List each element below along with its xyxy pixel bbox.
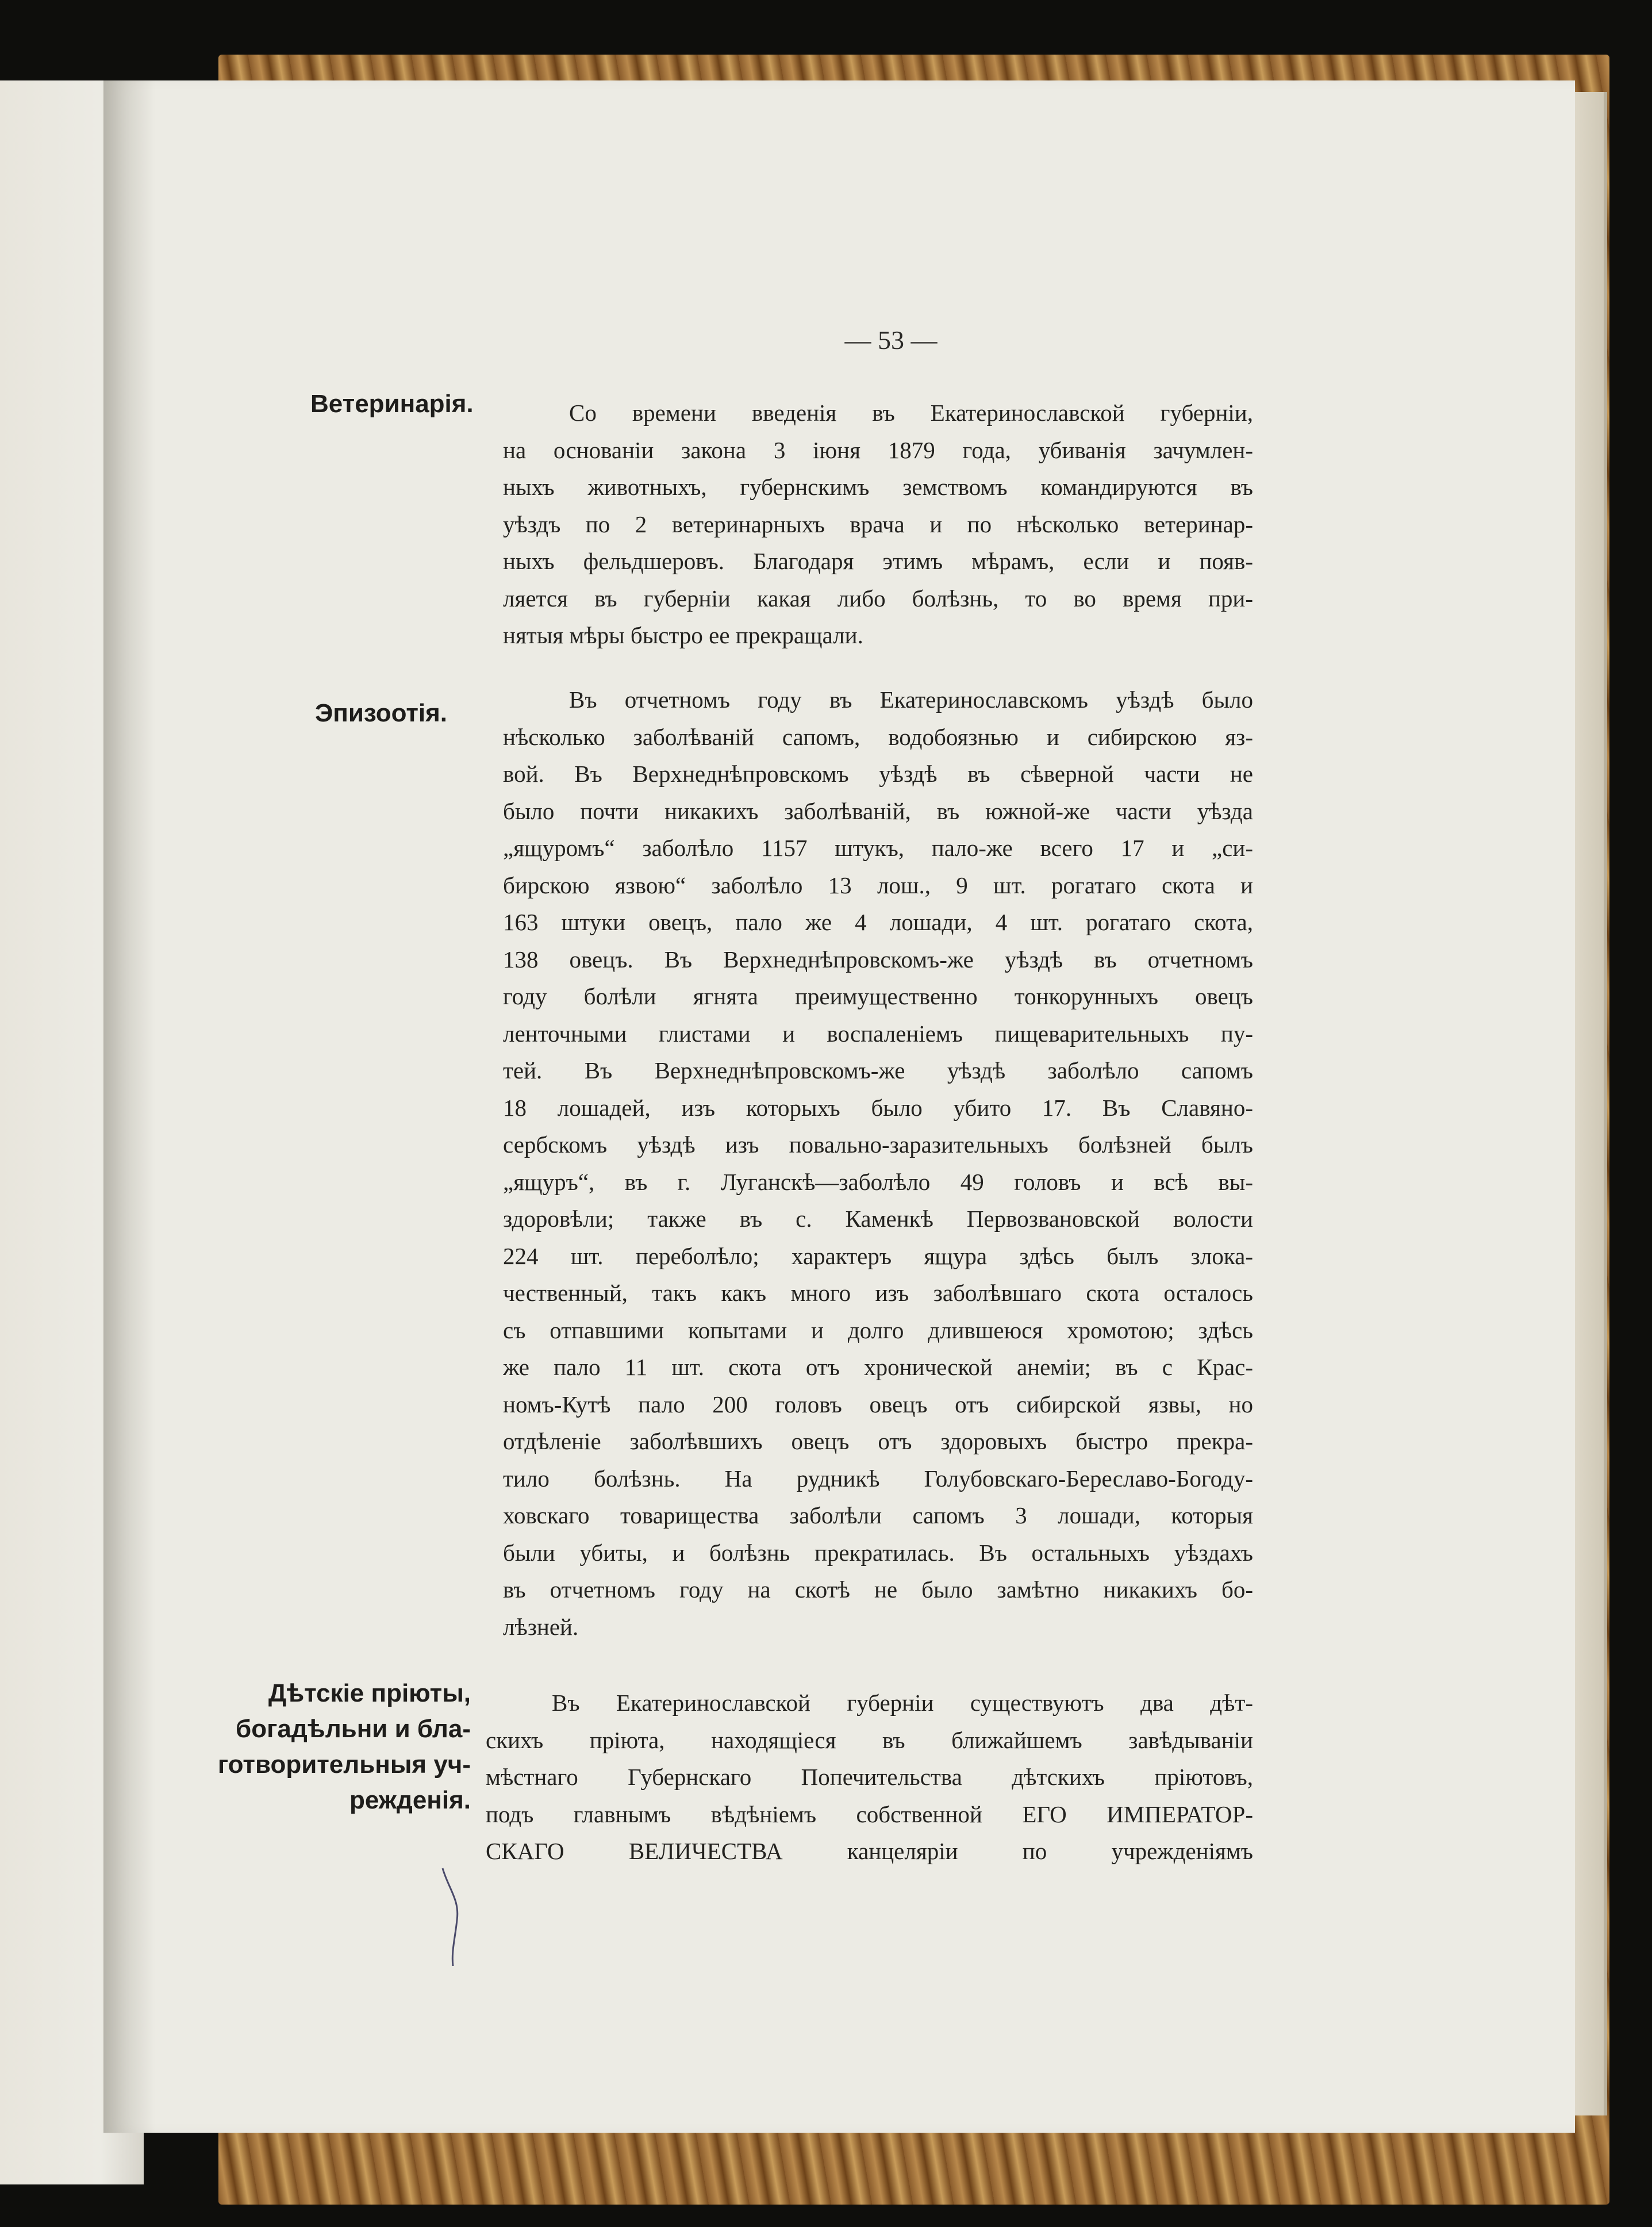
- text-line: Въ отчетномъ году въ Екатеринославскомъ уѣздѣ было: [569, 686, 1253, 713]
- text-line: ховскаго товарищества заболѣли сапомъ 3 лошади, которыя: [503, 1502, 1253, 1529]
- text-line: было почти никакихъ заболѣваній, въ южной-же части уѣзда: [503, 797, 1253, 824]
- text-line: СКАГО ВЕЛИЧЕСТВА канцеляріи по учрежденіямъ: [486, 1838, 1253, 1864]
- text-line: Въ Екатеринославской губерніи существуютъ два дѣт-: [552, 1690, 1253, 1716]
- text-line: на основаніи закона 3 іюня 1879 года, убиванія зачумлен-: [503, 436, 1253, 463]
- text-line: бирскою язвою“ заболѣло 13 лош., 9 шт. рогатаго скота и: [503, 871, 1253, 899]
- text-line: тило болѣзнь. На рудникѣ Голубовскаго-Береславо-Богоду-: [503, 1465, 1253, 1492]
- text-line: въ отчетномъ году на скотѣ не было замѣтно никакихъ бо-: [503, 1576, 1253, 1603]
- gutter-shadow: [103, 80, 155, 2133]
- paragraph-epizootic: [503, 681, 1253, 1645]
- text-line: скихъ пріюта, находящіеся въ ближайшемъ завѣдываніи: [486, 1726, 1253, 1753]
- text-line: были убиты, и болѣзнь прекратилась. Въ остальныхъ уѣздахъ: [503, 1539, 1253, 1566]
- margin-heading-veterinary: Ветеринарія.: [310, 390, 474, 418]
- text-line: 138 овецъ. Въ Верхнеднѣпровскомъ-же уѣздѣ въ отчетномъ: [503, 946, 1253, 973]
- margin-heading-orphanages: [218, 1676, 471, 1818]
- text-line: ленточными глистами и воспаленіемъ пищеварительныхъ пу-: [503, 1020, 1253, 1047]
- margin-heading-line: готворительныя уч-: [217, 1750, 471, 1779]
- text-line: „ящуромъ“ заболѣло 1157 штукъ, пало-же всего 17 и „си-: [503, 835, 1253, 861]
- page-number: — 53 —: [844, 325, 938, 355]
- text-line: ныхъ животныхъ, губернскимъ земствомъ командируются въ: [503, 474, 1253, 500]
- text-line: сербскомъ уѣздѣ изъ повально-заразительныхъ болѣзней былъ: [503, 1131, 1253, 1158]
- margin-heading-line: богадѣльни и бла-: [236, 1715, 471, 1743]
- paragraph-veterinary: [503, 394, 1253, 654]
- margin-heading-line: режденія.: [349, 1786, 471, 1814]
- pencil-mark-icon: [437, 1865, 471, 1969]
- text-line: году болѣли ягнята преимущественно тонкорунныхъ овецъ: [503, 983, 1253, 1009]
- margin-heading-epizootic: Эпизоотія.: [315, 699, 448, 727]
- margin-heading-line: Дѣтскіе пріюты,: [268, 1679, 471, 1707]
- text-line: 18 лошадей, изъ которыхъ было убито 17. Въ Славяно-: [503, 1094, 1253, 1121]
- text-line: номъ-Кутѣ пало 200 головъ овецъ отъ сибирской язвы, но: [503, 1391, 1253, 1418]
- text-line: же пало 11 шт. скота отъ хронической анеміи; въ с Крас-: [503, 1354, 1253, 1380]
- text-line: Со времени введенія въ Екатеринославской губерніи,: [569, 400, 1253, 426]
- text-line: 163 штуки овецъ, пало же 4 лошади, 4 шт. рогатаго скота,: [503, 909, 1253, 935]
- text-line: чественный, такъ какъ много изъ заболѣвшаго скота осталось: [503, 1280, 1253, 1306]
- text-line: нѣсколько заболѣваній сапомъ, водобоязнью и сибирскою яз-: [503, 723, 1253, 750]
- text-line: ныхъ фельдшеровъ. Благодаря этимъ мѣрамъ, если и появ-: [503, 548, 1253, 574]
- text-line: здоровѣли; также въ с. Каменкѣ Первозвановской волости: [503, 1205, 1253, 1232]
- text-line: съ отпавшими копытами и долго длившеюся хромотою; здѣсь: [503, 1316, 1253, 1343]
- text-line: отдѣленіе заболѣвшихъ овецъ отъ здоровыхъ быстро прекра-: [503, 1428, 1253, 1454]
- text-line: мѣстнаго Губернскаго Попечительства дѣтскихъ пріютовъ,: [486, 1764, 1253, 1790]
- text-line: вой. Въ Верхнеднѣпровскомъ уѣздѣ въ сѣверной части не: [503, 761, 1253, 787]
- paragraph-orphanages: [486, 1684, 1253, 1870]
- text-line: лѣзней.: [503, 1613, 579, 1640]
- text-line: нятыя мѣры быстро ее прекращали.: [503, 622, 863, 648]
- text-line: уѣздъ по 2 ветеринарныхъ врача и по нѣсколько ветеринар-: [503, 510, 1253, 537]
- text-line: „ящуръ“, въ г. Луганскѣ—заболѣло 49 головъ и всѣ вы-: [503, 1168, 1253, 1195]
- text-line: 224 шт. переболѣло; характеръ ящура здѣсь былъ злока-: [503, 1242, 1253, 1269]
- text-line: ляется въ губерніи какая либо болѣзнь, то во время при-: [503, 585, 1253, 612]
- text-line: тей. Въ Верхнеднѣпровскомъ-же уѣздѣ заболѣло сапомъ: [503, 1057, 1253, 1084]
- text-line: подъ главнымъ вѣдѣніемъ собственной ЕГО ИМПЕРАТОР-: [486, 1800, 1253, 1827]
